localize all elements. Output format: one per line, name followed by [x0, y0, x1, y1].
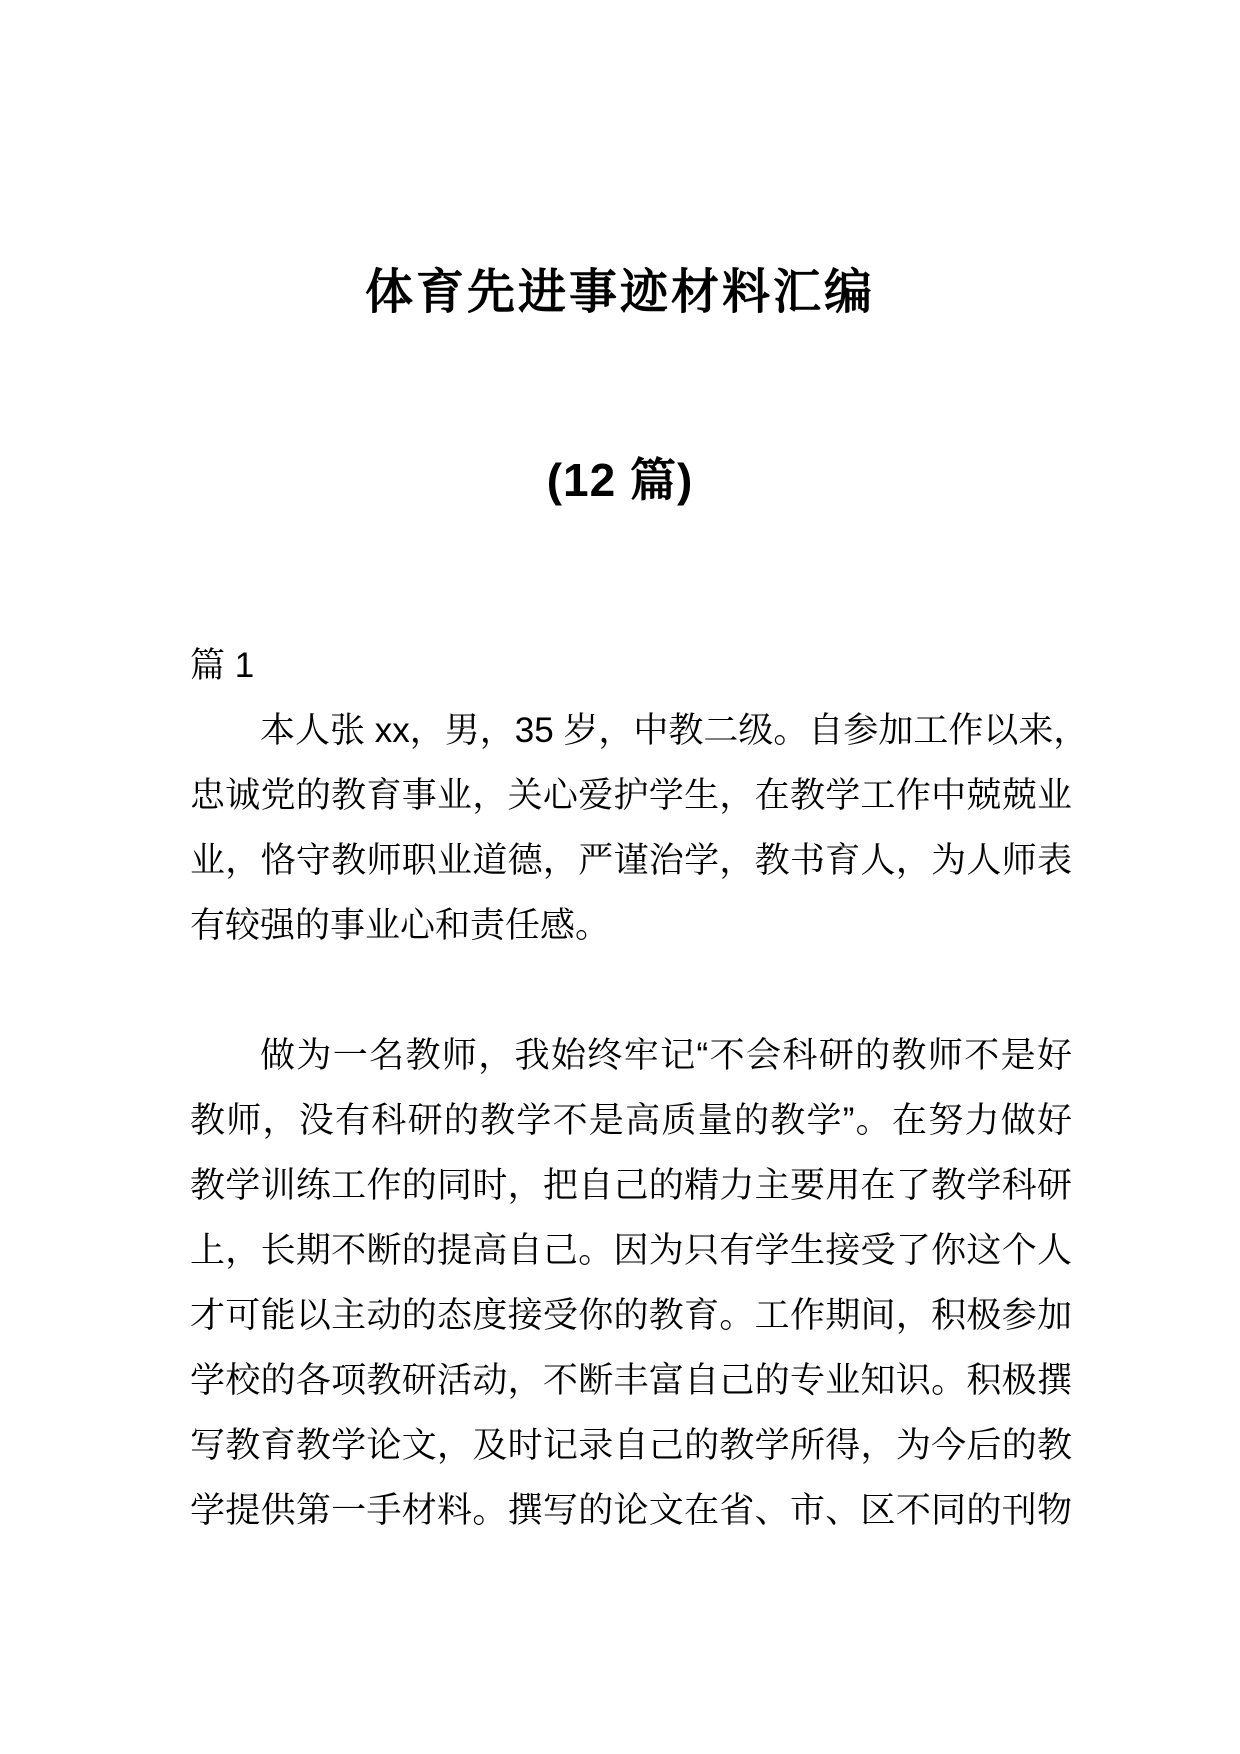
text-line: 有较强的事业心和责任感。	[190, 906, 611, 945]
text-line: 忠诚党的教育事业，关心爱护学生，在教学工作中兢兢业	[190, 776, 1072, 815]
text-line: 本人张 xx，男，35 岁，中教二级。自参加工作以来，	[260, 711, 1089, 750]
paragraph	[190, 698, 1089, 958]
text-line: 教师，没有科研的教学不是高质量的教学”。在努力做好	[190, 1101, 1072, 1140]
document-title: 体育先进事迹材料汇编	[364, 266, 875, 319]
document-subtitle: (12 篇)	[546, 454, 694, 506]
paragraph	[190, 1023, 1072, 1543]
section-heading: 篇 1	[190, 646, 255, 685]
text-line: 上，长期不断的提高自己。因为只有学生接受了你这个人	[190, 1231, 1072, 1270]
text-line: 学提供第一手材料。撰写的论文在省、市、区不同的刊物	[190, 1491, 1072, 1530]
text-line: 才可能以主动的态度接受你的教育。工作期间，积极参加	[190, 1296, 1072, 1335]
text-line: 教学训练工作的同时，把自己的精力主要用在了教学科研	[190, 1166, 1072, 1205]
text-line: 学校的各项教研活动，不断丰富自己的专业知识。积极撰	[190, 1361, 1072, 1400]
document-section	[190, 633, 1089, 1543]
text-line: 写教育教学论文，及时记录自己的教学所得，为今后的教	[190, 1426, 1072, 1465]
document-body	[190, 633, 1089, 1543]
text-line: 做为一名教师，我始终牢记“不会科研的教师不是好	[260, 1036, 1072, 1075]
text-line: 业，恪守教师职业道德，严谨治学，教书育人，为人师表	[190, 841, 1072, 880]
